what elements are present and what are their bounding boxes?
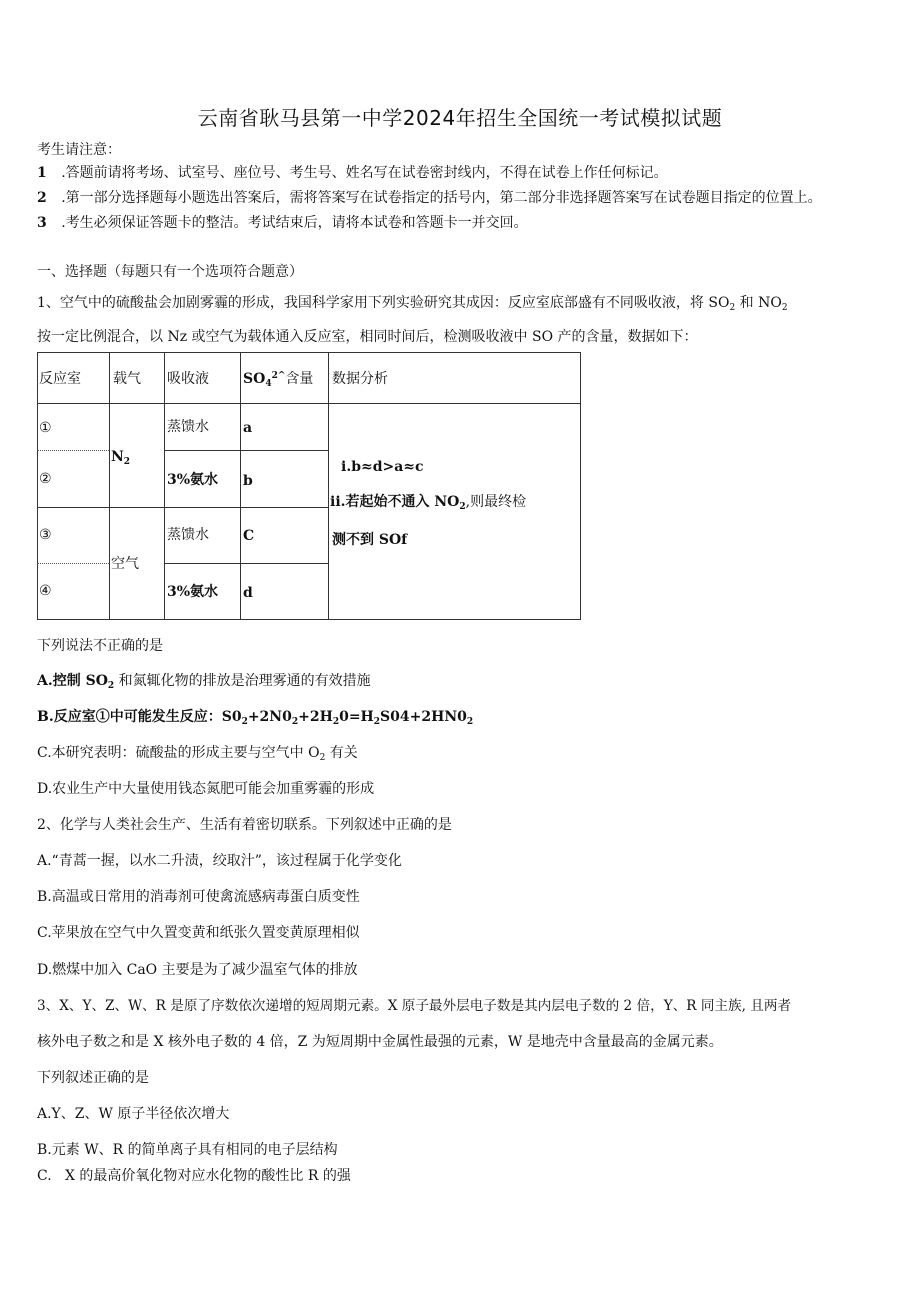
notice-item-number: 3 bbox=[37, 215, 47, 231]
table-cell-liquid: 3%氨水 bbox=[167, 472, 219, 488]
notice-item-number: 2 bbox=[37, 190, 47, 206]
table-cell-content: C bbox=[243, 528, 255, 544]
q2-option-d: D.燃煤中加入 CaO 主要是为了减少温室气体的排放 bbox=[37, 962, 358, 978]
table-cell-content: d bbox=[243, 585, 253, 601]
q1-prompt: 下列说法不正确的是 bbox=[37, 638, 163, 654]
table-cell-room: ④ bbox=[39, 583, 52, 599]
table-header: 反应室 bbox=[39, 371, 81, 387]
notice-item-text: .考生必须保证答题卡的整洁。考试结束后，请将本试卷和答题卡一并交回。 bbox=[61, 215, 528, 231]
q1-option-d: D.农业生产中大量使用钱态氮肥可能会加重雾霾的形成 bbox=[37, 781, 375, 797]
q3-prompt: 下列叙述正确的是 bbox=[37, 1070, 149, 1086]
q3-stem-line1: 3、X、Y、Z、W、R 是原了序数依次递增的短周期元素。X 原子最外层电子数是其内层电子数的 2 倍，Y、R 同主族, 且两者 bbox=[37, 998, 792, 1014]
table-cell-gas: 空气 bbox=[111, 556, 139, 572]
table-cell-liquid: 3%氨水 bbox=[167, 584, 219, 600]
table-header: 数据分析 bbox=[332, 371, 388, 387]
q1-option-c: C.本研究表明：硫酸盐的形成主要与空气中 $O_2$ 有关 bbox=[37, 745, 358, 763]
notice-item bbox=[37, 163, 668, 183]
notice-item bbox=[37, 213, 528, 233]
data-table bbox=[37, 352, 581, 620]
page-title: 云南省耿马县第一中学2024年招生全国统一考试模拟试题 bbox=[197, 106, 723, 130]
section-heading: 一、选择题（每题只有一个选项符合题意） bbox=[37, 264, 303, 280]
notice-item bbox=[37, 188, 822, 208]
q2-stem: 2、化学与人类社会生产、生活有着密切联系。下列叙述中正确的是 bbox=[37, 817, 452, 833]
q2-option-c: C.苹果放在空气中久置变黄和纸张久置变黄原理相似 bbox=[37, 925, 360, 941]
notice-item-text: .答题前请将考场、试室号、座位号、考生号、姓名写在试卷密封线内，不得在试卷上作任何标记。 bbox=[61, 165, 668, 181]
q3-option-b: B.元素 W、R 的简单离子具有相同的电子层结构 bbox=[37, 1142, 338, 1158]
table-header: $SO_4^{2\^{}}$含量 bbox=[243, 371, 314, 389]
table-header: 吸收液 bbox=[167, 371, 209, 387]
table-analysis-1: i.b≈d>a≈c bbox=[341, 459, 424, 475]
table-analysis-2: ii.若起始不通入 $NO_2$,则最终检 bbox=[330, 494, 527, 512]
table-cell-room: ② bbox=[39, 471, 52, 487]
q1-option-a: A.控制 $SO_2$ 和氮辄化物的排放是治理雾通的有效措施 bbox=[37, 673, 371, 691]
table-header: 载气 bbox=[113, 371, 141, 387]
q1-stem-line2: 按一定比例混合，以 Nz 或空气为载体通入反应室，相同时间后，检测吸收液中 SO 产的含量，数据如下： bbox=[37, 329, 698, 345]
q3-option-a: A.Y、Z、W 原子半径依次增大 bbox=[37, 1106, 230, 1122]
q3-option-c: C. X 的最高价氧化物对应水化物的酸性比 R 的强 bbox=[37, 1168, 351, 1184]
notice-item-number: 1 bbox=[37, 165, 47, 181]
q1-stem-line1: 1、空气中的硫酸盐会加剧雾霾的形成，我国科学家用下列实验研究其成因：反应室底部盛有不同吸收液，将 $SO_2$ 和 $NO_2$ bbox=[37, 295, 788, 313]
table-cell-room: ③ bbox=[39, 527, 52, 543]
table-cell-liquid: 蒸馈水 bbox=[167, 527, 209, 543]
table-analysis-3: 测不到 SOf bbox=[332, 532, 408, 548]
table-cell-gas: $N_2$ bbox=[111, 449, 131, 467]
notice-item-text: .第一部分选择题每小题选出答案后，需将答案写在试卷指定的括号内，第二部分非选择题答案写在试卷题目指定的位置上。 bbox=[61, 190, 822, 206]
table-cell-room: ① bbox=[39, 420, 52, 436]
table-cell-content: a bbox=[243, 420, 253, 436]
q2-option-b: B.高温或日常用的消毒剂可使禽流感病毒蛋白质变性 bbox=[37, 889, 360, 905]
q3-stem-line2: 核外电子数之和是 X 核外电子数的 4 倍，Z 为短周期中金属性最强的元素，W 是地壳中含量最高的金属元素。 bbox=[37, 1034, 723, 1050]
q1-option-b: B.反应室①中可能发生反应：$S0_2+2N0_2+2H_20=H_2S04+2HN0_2$ bbox=[37, 709, 474, 727]
table-cell-liquid: 蒸馈水 bbox=[167, 419, 209, 435]
notice-heading: 考生请注意： bbox=[37, 142, 121, 158]
table-cell-content: b bbox=[243, 473, 253, 489]
q2-option-a: A.“青蒿一握，以水二升渍，绞取汁”，该过程属于化学变化 bbox=[37, 853, 402, 869]
